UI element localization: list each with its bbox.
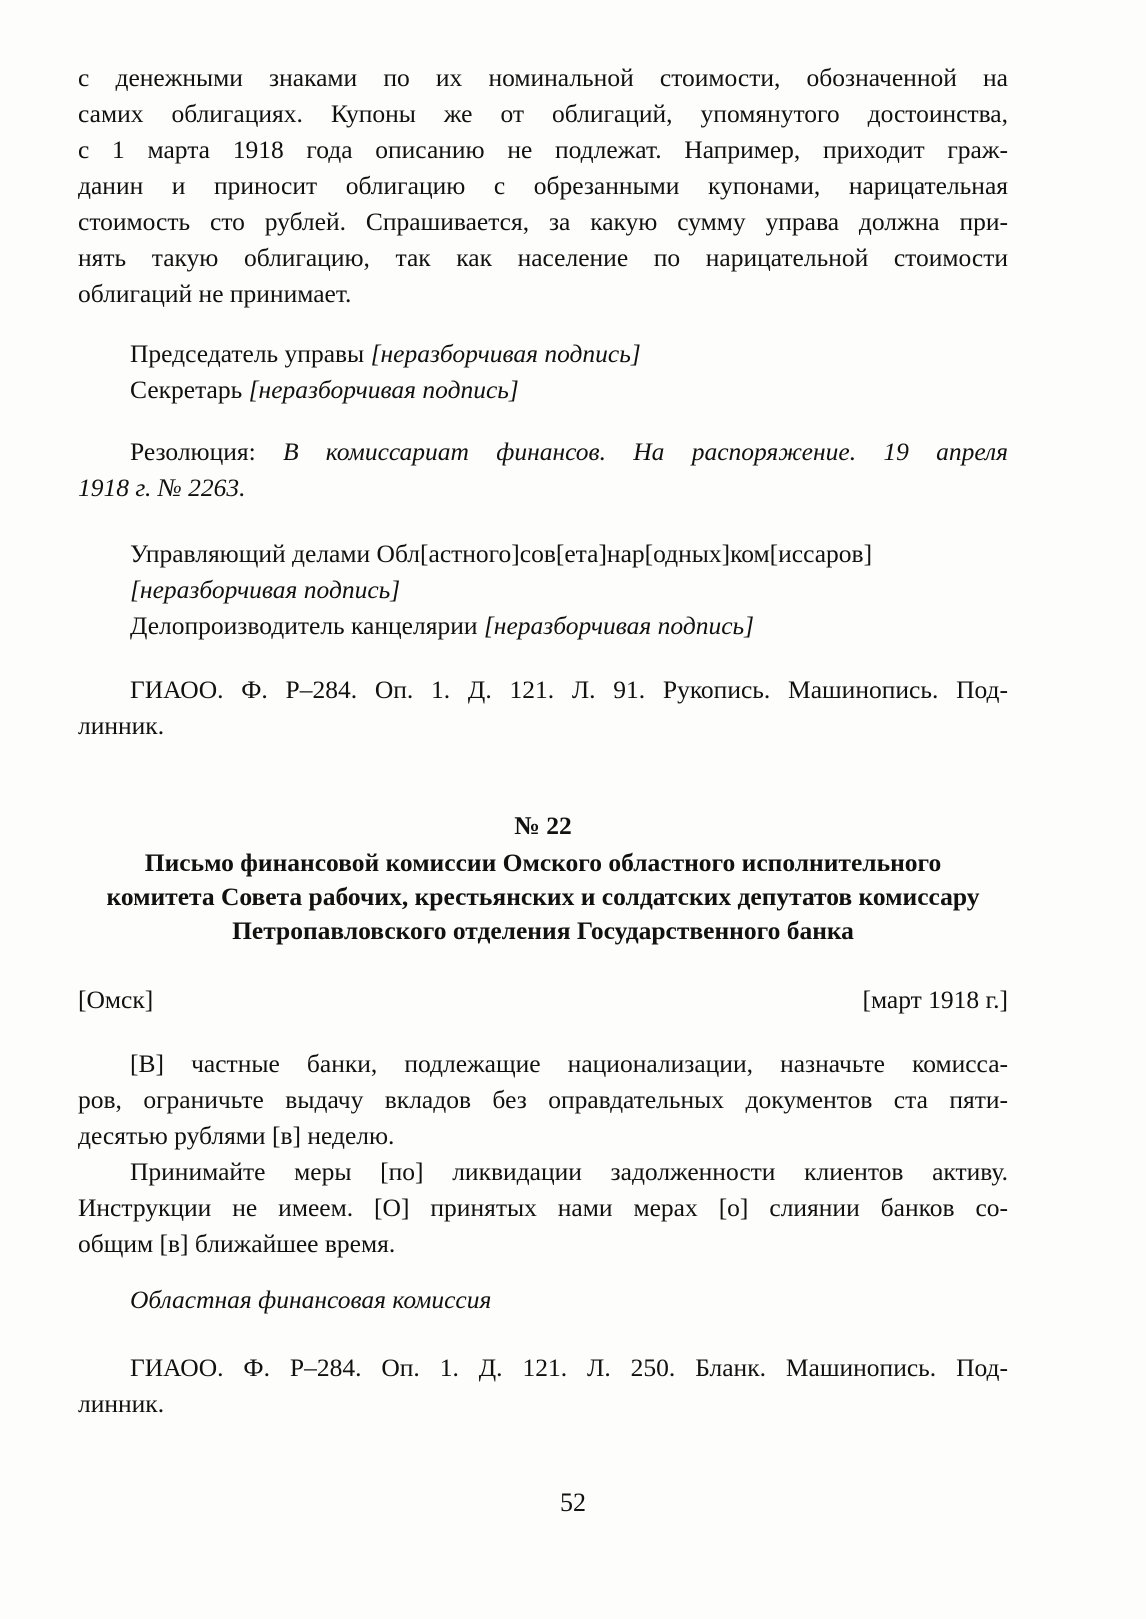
resolution xyxy=(78,434,1008,506)
resolution-line: 1918 г. № 2263. xyxy=(78,473,246,502)
text-line: с денежными знаками по их номинальной стоимости, обозначенной на xyxy=(78,63,1008,92)
text-line: данин и приносит облигацию с обрезанными купонами, нарицательная xyxy=(78,171,1008,200)
text-line: облигаций не принимает. xyxy=(78,279,352,308)
prev-doc-signatures xyxy=(78,336,1060,408)
prev-doc-body xyxy=(78,60,1008,312)
doc22-place-date xyxy=(78,982,1008,1018)
page-number: 52 xyxy=(560,1488,586,1517)
text-line: общим [в] ближайшее время. xyxy=(78,1229,396,1258)
source-line: ГИАОО. Ф. Р–284. Оп. 1. Д. 121. Л. 91. Рукопись. Машинопись. Под- xyxy=(130,675,1008,704)
signature-secretary: Секретарь [неразборчивая подпись] xyxy=(130,375,519,404)
text-line: стоимость сто рублей. Спрашивается, за какую сумму управа должна при- xyxy=(78,207,1008,236)
document-date: [март 1918 г.] xyxy=(862,985,1008,1014)
document-title-line: комитета Совета рабочих, крестьянских и солдатских депутатов комиссару xyxy=(106,882,980,911)
manager-label: Управляющий делами Обл[астного]сов[ета]нар[одных]ком[иссаров] xyxy=(130,539,873,568)
document-title-line: Письмо финансовой комиссии Омского областного исполнительного xyxy=(144,848,942,877)
text-line: Принимайте меры [по] ликвидации задолженности клиентов активу. xyxy=(130,1157,1008,1186)
doc22-source xyxy=(78,1350,1008,1422)
text-line: десятью рублями [в] неделю. xyxy=(78,1121,395,1150)
source-line: линник. xyxy=(78,1389,165,1418)
document-place: [Омск] xyxy=(78,985,154,1014)
manager-signature: [неразборчивая подпись] xyxy=(130,575,401,604)
document-number: № 22 xyxy=(514,811,572,840)
manager-signatures xyxy=(78,536,1060,644)
document-title-line: Петропавловского отделения Государственного банка xyxy=(232,916,854,945)
text-line: ров, ограничьте выдачу вкладов без оправдательных документов ста пяти- xyxy=(78,1085,1008,1114)
text-line: с 1 марта 1918 года описанию не подлежат. Например, приходит граж- xyxy=(78,135,1008,164)
text-line: Инструкции не имеем. [О] принятых нами мерах [о] слиянии банков со- xyxy=(78,1193,1008,1222)
resolution-line: Резолюция: В комиссариат финансов. На распоряжение. 19 апреля xyxy=(130,437,1008,466)
text-line: самих облигациях. Купоны же от облигаций, упомянутого достоинства, xyxy=(78,99,1008,128)
signature-chair: Председатель управы [неразборчивая подпись] xyxy=(130,339,641,368)
clerk-signature: Делопроизводитель канцелярии [неразборчивая подпись] xyxy=(130,611,755,640)
source-line: ГИАОО. Ф. Р–284. Оп. 1. Д. 121. Л. 250. Бланк. Машинопись. Под- xyxy=(130,1353,1008,1382)
text-line: [В] частные банки, подлежащие национализации, назначьте комисса- xyxy=(130,1049,1008,1078)
doc22-header xyxy=(78,808,1008,948)
text-line: нять такую облигацию, так как население по нарицательной стоимости xyxy=(78,243,1008,272)
doc22-signature xyxy=(78,1282,1060,1318)
source-line: линник. xyxy=(78,711,165,740)
prev-doc-source xyxy=(78,672,1008,744)
doc22-body xyxy=(78,1046,1008,1262)
commission-signature: Областная финансовая комиссия xyxy=(130,1285,492,1314)
